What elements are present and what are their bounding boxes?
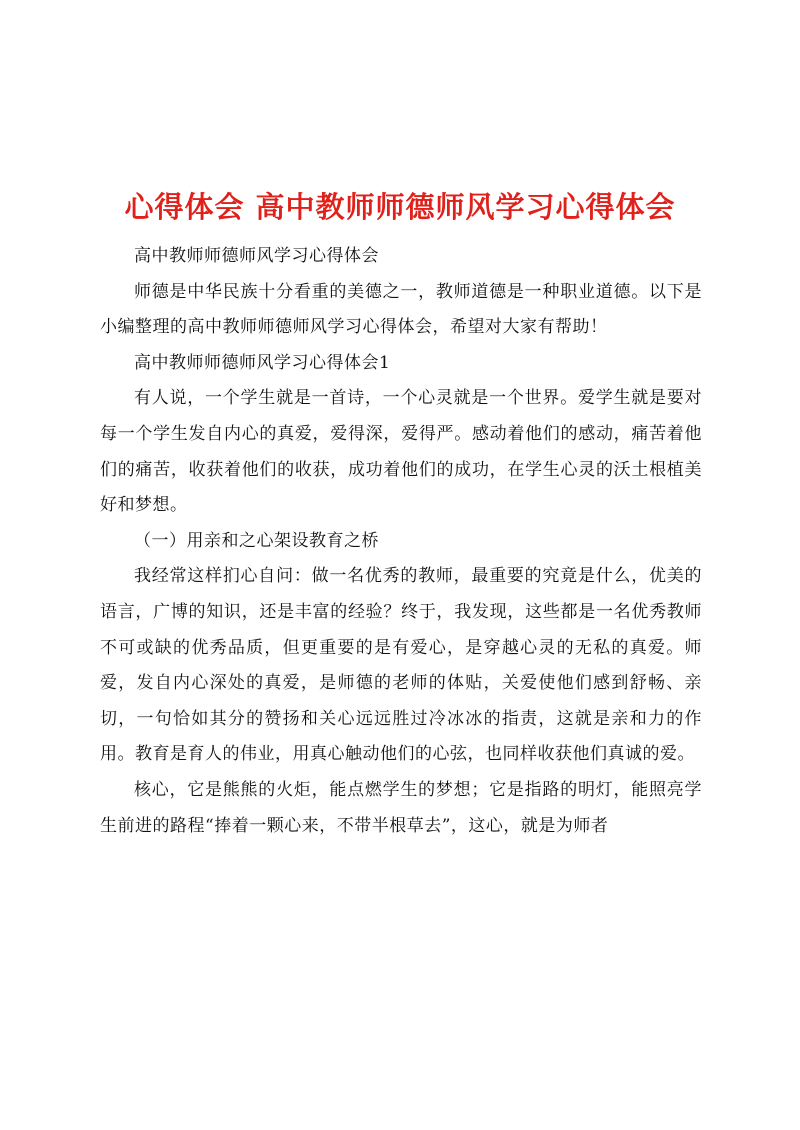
- document-page: [100, 0, 705, 1130]
- subtitle-paragraph: 高中教师师德师风学习心得体会: [134, 246, 379, 266]
- subsection-heading-1: （一）用亲和之心架设教育之桥: [134, 530, 379, 551]
- body-paragraph: 核心，它是熊熊的火炬，能点燃学生的梦想；它是指路的明灯，能照亮学生前进的路程“捧着一颗心来，不带半根草去”，这心，就是为师者: [100, 779, 702, 836]
- document-title: 心得体会 高中教师师德师风学习心得体会: [124, 190, 676, 225]
- body-paragraph: 我经常这样扪心自问：做一名优秀的教师，最重要的究竟是什么，优美的语言，广博的知识，还是丰富的经验？终于，我发现，这些都是一名优秀教师不可或缺的优秀品质，但更重要的是有爱心，是穿越心灵的无私的真爱。师爱，发自内心深处的真爱，是师德的老师的体贴，关爱使他们感到舒畅、亲切，一句恰如其分的赞扬和关心远远胜过冷冰冰的指责，这就是亲和力的作用。教育是育人的伟业，用真心触动他们的心弦，也同样收获他们真诚的爱。: [100, 566, 702, 765]
- document-body: [100, 239, 702, 844]
- intro-paragraph: 师德是中华民族十分看重的美德之一，教师道德是一种职业道德。以下是小编整理的高中教师师德师风学习心得体会，希望对大家有帮助！: [100, 281, 702, 338]
- body-paragraph: 有人说，一个学生就是一首诗，一个心灵就是一个世界。爱学生就是要对每一个学生发自内心的真爱，爱得深，爱得严。感动着他们的感动，痛苦着他们的痛苦，收获着他们的收获，成功着他们的成功，在学生心灵的沃土根植美好和梦想。: [100, 388, 702, 516]
- section-heading-1: 高中教师师德师风学习心得体会1: [134, 352, 391, 373]
